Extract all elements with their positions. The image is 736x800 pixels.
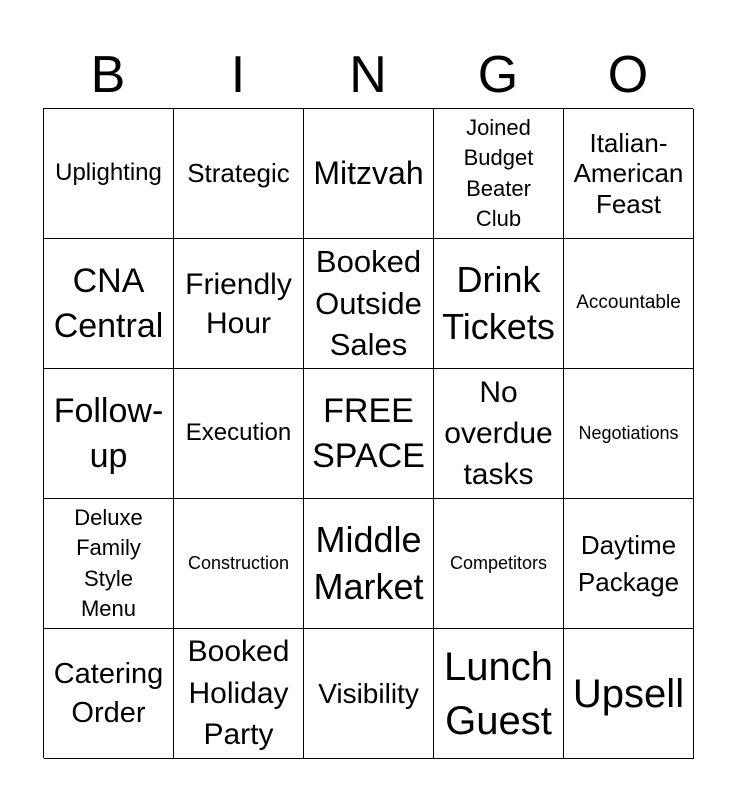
bingo-cell[interactable] <box>304 499 434 629</box>
cell-text: CNA Central <box>53 261 164 345</box>
cell-text: Daytime Package <box>577 530 680 597</box>
bingo-cell[interactable] <box>174 109 304 239</box>
bingo-header <box>43 40 693 108</box>
cell-text: Booked Holiday Party <box>187 635 290 752</box>
bingo-cell[interactable] <box>174 239 304 369</box>
cell-text: Lunch Guest <box>444 644 553 743</box>
cell-text: Visibility <box>318 677 419 709</box>
bingo-cell[interactable] <box>434 239 564 369</box>
bingo-cell[interactable] <box>434 629 564 759</box>
bingo-cell[interactable] <box>174 499 304 629</box>
bingo-cell[interactable] <box>564 499 694 629</box>
cell-text: Upsell <box>572 671 685 716</box>
bingo-cell[interactable] <box>564 369 694 499</box>
header-letter-o: O <box>607 46 649 104</box>
cell-text: Booked Outside Sales <box>315 243 422 363</box>
bingo-cell[interactable] <box>44 109 174 239</box>
bingo-cell[interactable] <box>174 369 304 499</box>
cell-text: Execution <box>185 419 292 447</box>
bingo-cell[interactable] <box>44 239 174 369</box>
bingo-cell[interactable] <box>564 239 694 369</box>
cell-text: No overdue tasks <box>444 375 553 492</box>
cell-text: Negotiations <box>578 422 679 443</box>
bingo-cell[interactable] <box>434 369 564 499</box>
cell-text: Uplighting <box>55 159 162 187</box>
header-letter-b: B <box>90 46 126 104</box>
bingo-cell[interactable] <box>434 499 564 629</box>
bingo-cell[interactable] <box>44 369 174 499</box>
header-letter-n: N <box>349 46 387 104</box>
bingo-cell[interactable] <box>564 629 694 759</box>
bingo-cell[interactable] <box>434 109 564 239</box>
bingo-cell[interactable] <box>44 629 174 759</box>
bingo-cell[interactable] <box>44 499 174 629</box>
cell-text: Construction <box>187 552 290 573</box>
cell-text: Catering Order <box>53 658 164 729</box>
cell-text: Mitzvah <box>313 155 424 192</box>
cell-text: Friendly Hour <box>185 267 292 340</box>
cell-text: Accountable <box>576 292 681 314</box>
cell-text: Drink Tickets <box>442 258 555 347</box>
cell-text: Strategic <box>187 157 290 188</box>
bingo-cell[interactable] <box>564 109 694 239</box>
bingo-cell[interactable] <box>174 629 304 759</box>
cell-text: FREE SPACE <box>312 392 425 475</box>
header-letter-i: I <box>230 46 246 104</box>
bingo-board <box>43 108 693 758</box>
header-letter-g: G <box>477 46 519 104</box>
cell-text: Follow- up <box>53 391 164 475</box>
bingo-cell[interactable] <box>304 109 434 239</box>
bingo-cell[interactable] <box>304 369 434 499</box>
cell-text: Italian- American Feast <box>573 127 684 219</box>
bingo-cell[interactable] <box>304 629 434 759</box>
cell-text: Competitors <box>449 552 548 573</box>
cell-text: Joined Budget Beater Club <box>463 114 534 231</box>
cell-text: Deluxe Family Style Menu <box>74 504 143 621</box>
bingo-cell[interactable] <box>304 239 434 369</box>
cell-text: Middle Market <box>313 518 424 607</box>
